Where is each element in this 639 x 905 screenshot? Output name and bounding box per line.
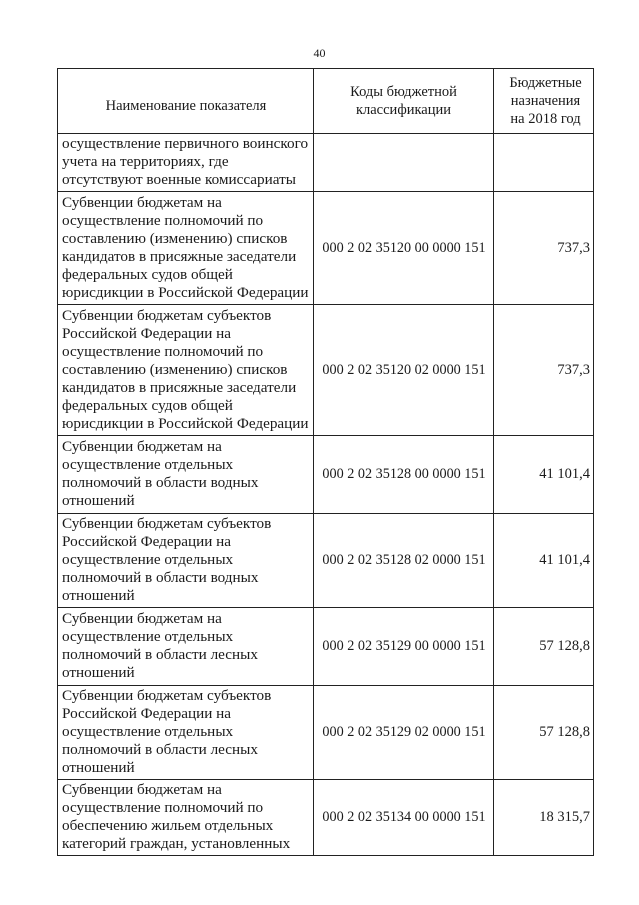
row-name: Субвенции бюджетам субъектов Российской Федерации на осуществление отдельных полномочий в области лесных отношений xyxy=(58,686,314,780)
table-row xyxy=(58,436,594,514)
row-name: Субвенции бюджетам субъектов Российской Федерации на осуществление отдельных полномочий в области водных отношений xyxy=(58,514,314,608)
table-row xyxy=(58,780,594,856)
row-code: 000 2 02 35120 00 0000 151 xyxy=(314,192,494,305)
row-name: Субвенции бюджетам субъектов Российской Федерации на осуществление полномочий по составлению (изменению) списков кандидатов в присяжные заседатели федеральных судов общей юрисдикции в Российской Федерации xyxy=(58,305,314,436)
row-amount: 737,3 xyxy=(494,305,594,436)
table-row xyxy=(58,514,594,608)
table-row xyxy=(58,608,594,686)
header-indicator-name: Наименование показателя xyxy=(58,69,314,134)
table-header-row xyxy=(58,69,594,134)
row-name: Субвенции бюджетам на осуществление отдельных полномочий в области водных отношений xyxy=(58,436,314,514)
row-amount: 57 128,8 xyxy=(494,686,594,780)
row-code: 000 2 02 35128 02 0000 151 xyxy=(314,514,494,608)
row-amount: 18 315,7 xyxy=(494,780,594,856)
row-name: Субвенции бюджетам на осуществление полномочий по составлению (изменению) списков кандидатов в присяжные заседатели федеральных судов общей юрисдикции в Российской Федерации xyxy=(58,192,314,305)
row-amount: 57 128,8 xyxy=(494,608,594,686)
row-name: Субвенции бюджетам на осуществление отдельных полномочий в области лесных отношений xyxy=(58,608,314,686)
row-code: 000 2 02 35134 00 0000 151 xyxy=(314,780,494,856)
row-amount: 41 101,4 xyxy=(494,514,594,608)
budget-table xyxy=(57,68,594,856)
page-number: 40 xyxy=(313,46,326,60)
row-code xyxy=(314,134,494,192)
row-code: 000 2 02 35129 02 0000 151 xyxy=(314,686,494,780)
row-amount: 737,3 xyxy=(494,192,594,305)
row-code: 000 2 02 35120 02 0000 151 xyxy=(314,305,494,436)
row-amount xyxy=(494,134,594,192)
row-code: 000 2 02 35128 00 0000 151 xyxy=(314,436,494,514)
header-budget-codes: Коды бюджетной классификации xyxy=(314,69,494,134)
row-name: Субвенции бюджетам на осуществление полномочий по обеспечению жильем отдельных категорий граждан, установленных xyxy=(58,780,314,856)
row-code: 000 2 02 35129 00 0000 151 xyxy=(314,608,494,686)
header-budget-allocations: Бюджетные назначения на 2018 год xyxy=(494,69,594,134)
table-row xyxy=(58,192,594,305)
table-row xyxy=(58,686,594,780)
table-row xyxy=(58,305,594,436)
row-amount: 41 101,4 xyxy=(494,436,594,514)
row-name: осуществление первичного воинского учета на территориях, где отсутствуют военные комиссариаты xyxy=(58,134,314,192)
table-row xyxy=(58,134,594,192)
